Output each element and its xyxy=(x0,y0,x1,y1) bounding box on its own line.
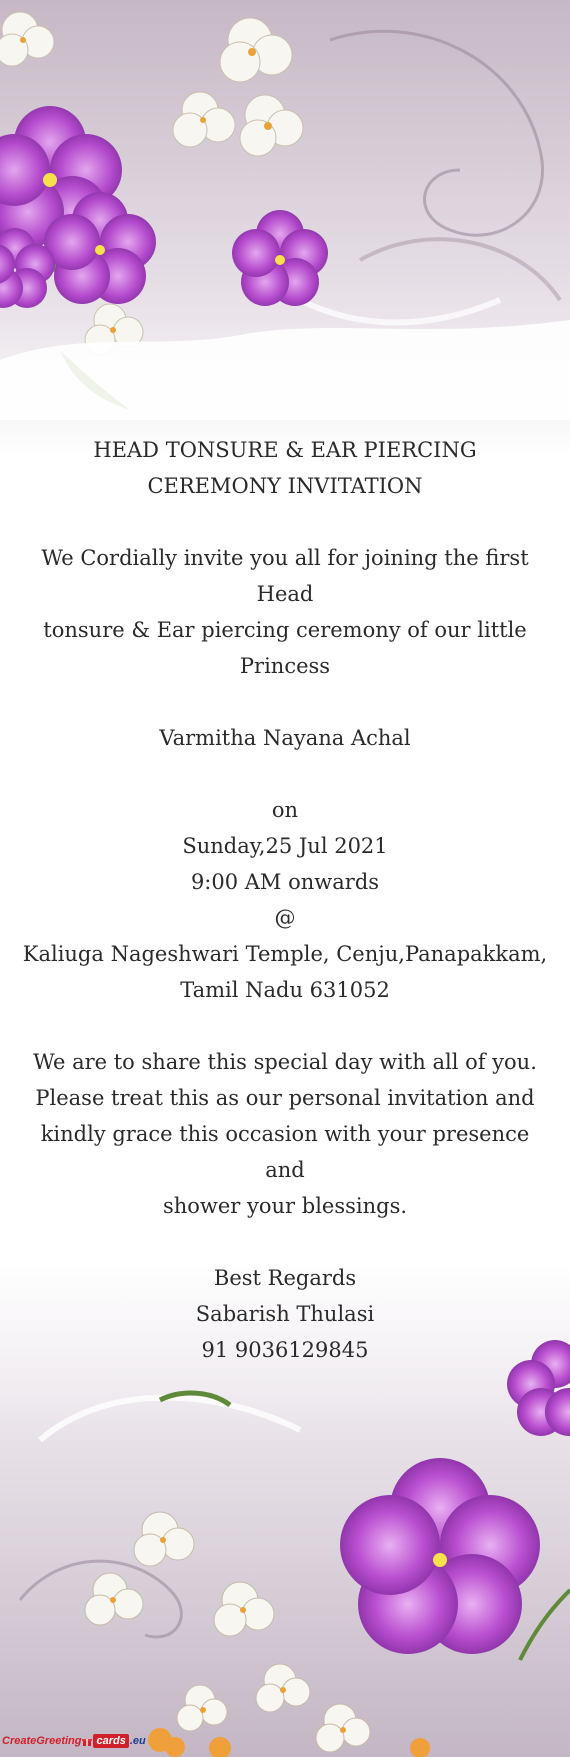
closing: Best Regards xyxy=(213,1266,357,1290)
bottom-floral-artwork xyxy=(0,1300,570,1757)
child-name: Varmitha Nayana Achal xyxy=(159,726,411,750)
invitation-text xyxy=(20,432,550,1368)
message-line-1: We are to share this special day with all of you. xyxy=(33,1050,537,1074)
event-time: 9:00 AM onwards xyxy=(190,870,380,894)
watermark-text-right: .eu xyxy=(129,1735,146,1747)
intro-line-2: tonsure & Ear piercing ceremony of our little xyxy=(43,618,527,642)
message-line-3: kindly grace this occasion with your presence and xyxy=(40,1122,530,1182)
site-watermark-logo[interactable] xyxy=(2,1728,146,1754)
intro-line-1: We Cordially invite you all for joining the first Head xyxy=(41,546,529,606)
title-line-2: CEREMONY INVITATION xyxy=(147,474,423,498)
at-label: @ xyxy=(274,906,296,930)
watermark-text-box: cards xyxy=(93,1734,128,1748)
watermark-text-left: CreateGreeting xyxy=(2,1735,82,1747)
message-line-4: shower your blessings. xyxy=(162,1194,408,1218)
message-line-2: Please treat this as our personal invitation and xyxy=(35,1086,535,1110)
top-floral-artwork xyxy=(0,0,570,420)
event-date: Sunday,25 Jul 2021 xyxy=(182,834,388,858)
venue-line-2: Tamil Nadu 631052 xyxy=(180,978,390,1002)
title-line-1: HEAD TONSURE & EAR PIERCING xyxy=(93,438,477,462)
intro-line-3: Princess xyxy=(239,654,331,678)
venue-line-1: Kaliuga Nageshwari Temple, Cenju,Panapakkam, xyxy=(22,942,548,966)
on-label: on xyxy=(271,798,299,822)
phone-number: 91 9036129845 xyxy=(201,1338,369,1362)
gift-icon xyxy=(82,1736,92,1746)
host-name: Sabarish Thulasi xyxy=(195,1302,375,1326)
